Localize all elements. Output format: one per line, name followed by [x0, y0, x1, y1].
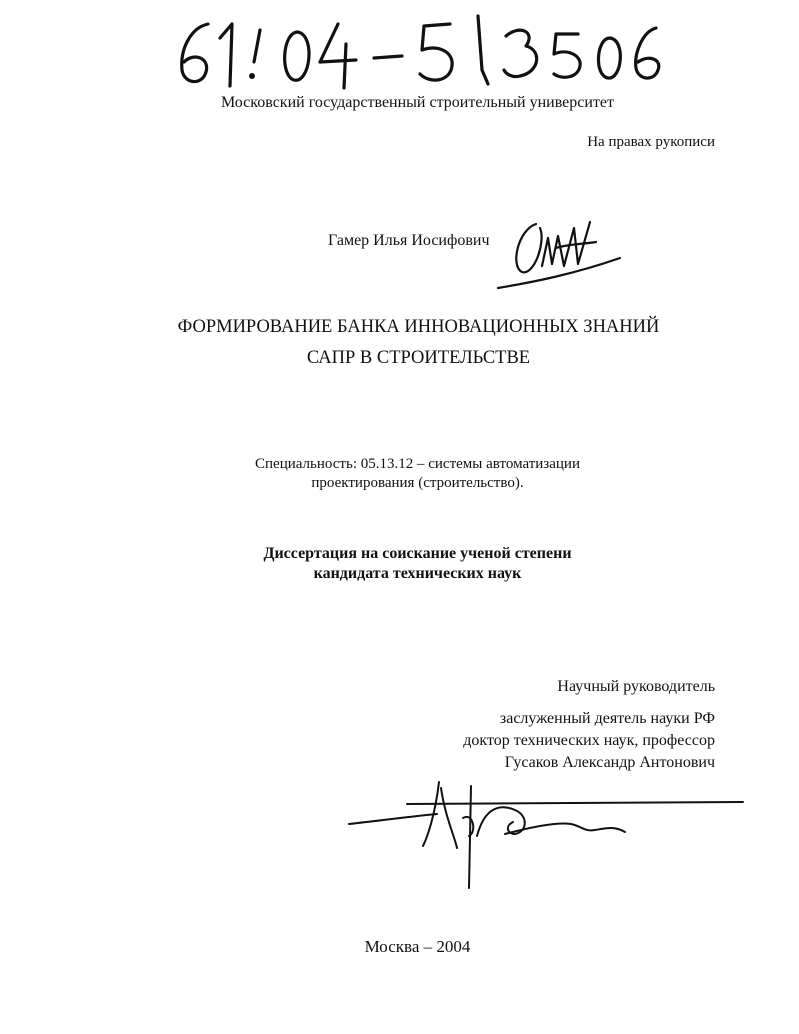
title-line-1: ФОРМИРОВАНИЕ БАНКА ИННОВАЦИОННЫХ ЗНАНИЙ — [177, 317, 660, 337]
author-name: Гамер Илья Иосифович — [328, 232, 490, 249]
specialty-line-2: проектирования (строительство). — [311, 475, 524, 491]
supervisor-name: Гусаков Александр Антонович — [504, 754, 715, 771]
author-signature — [494, 214, 624, 294]
specialty — [0, 455, 799, 493]
handwritten-archive-code — [170, 10, 670, 90]
rights-note: На правах рукописи — [587, 134, 715, 150]
specialty-line-1: Специальность: 05.13.12 – системы автоматизации — [255, 456, 580, 472]
supervisor-honor: заслуженный деятель науки РФ — [499, 710, 715, 727]
dissertation-title — [0, 312, 799, 374]
degree-line-2: кандидата технических наук — [313, 565, 522, 582]
title-line-2: САПР В СТРОИТЕЛЬСТВЕ — [306, 348, 531, 368]
supervisor-signature — [345, 776, 745, 894]
city-year: Москва – 2004 — [364, 937, 471, 956]
university-name: Московский государственный строительный университет — [220, 94, 615, 111]
degree-statement — [0, 544, 799, 584]
supervisor-degree: доктор технических наук, профессор — [463, 732, 715, 749]
supervisor-block — [463, 676, 715, 774]
supervisor-heading: Научный руководитель — [557, 678, 715, 695]
degree-line-1: Диссертация на соискание ученой степени — [263, 545, 572, 562]
